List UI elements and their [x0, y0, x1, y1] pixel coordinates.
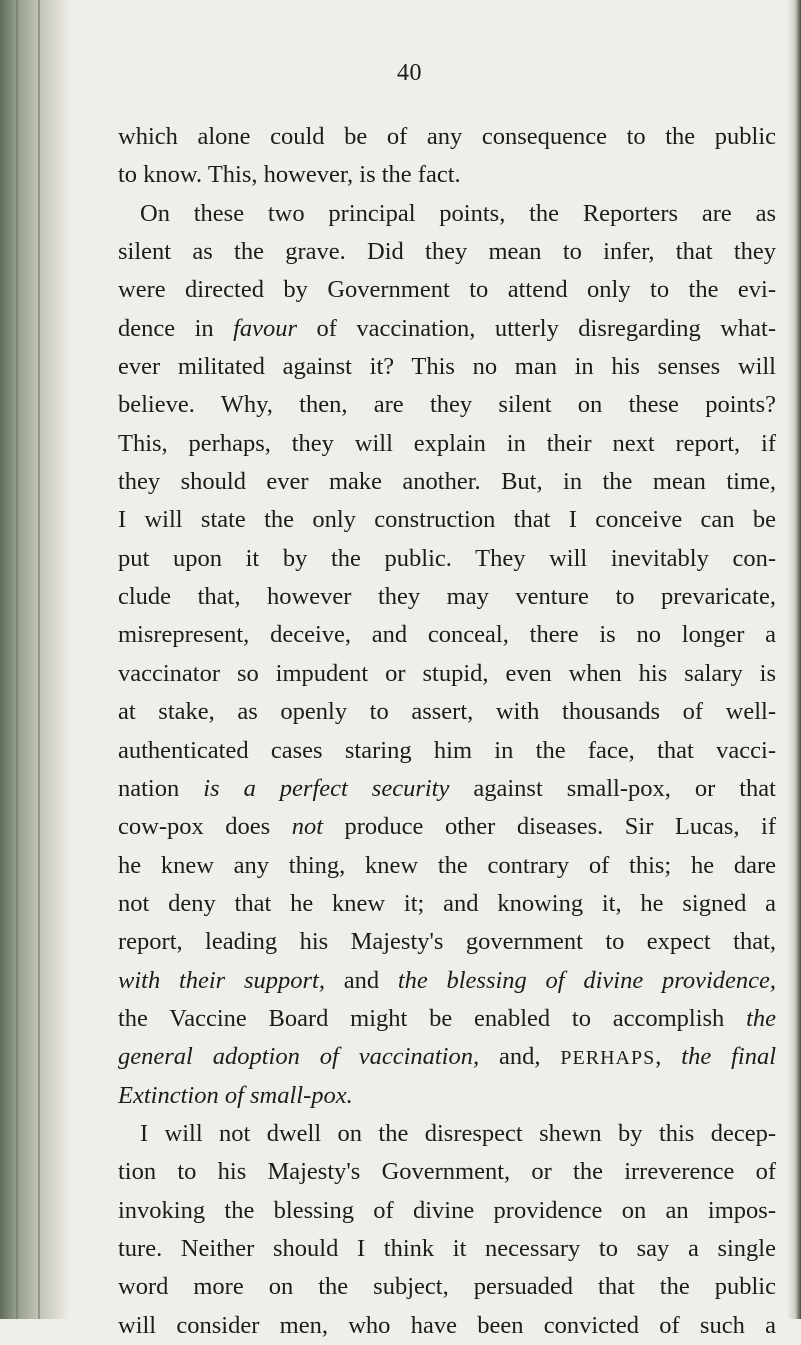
text-line: cow-pox does not produce other diseases. Sir Lucas, if [118, 813, 776, 841]
text-line: silent as the grave. Did they mean to infer, that they [118, 238, 776, 266]
small-caps-emphasis: PERHAPS [560, 1047, 656, 1070]
emphasis: the [746, 1004, 776, 1032]
text-line: will consider men, who have been convicted of such a [118, 1311, 776, 1339]
emphasis: not [291, 813, 323, 841]
text-line: ture. Neither should I think it necessary to say a single [118, 1234, 776, 1262]
text-line: to know. This, however, is the fact. [118, 161, 461, 189]
emphasis: favour [233, 314, 298, 342]
text-line [118, 1077, 776, 1115]
text-line: were directed by Government to attend only to the evi- [118, 276, 776, 304]
text-line: put upon it by the public. They will inevitably con- [118, 544, 776, 572]
text-line: which alone could be of any consequence to the public [118, 123, 776, 150]
text-line: This, perhaps, they will explain in their next report, if [118, 429, 776, 457]
text-line: On these two principal points, the Reporters are as [140, 199, 776, 227]
emphasis: Extinction of small-pox. [118, 1081, 353, 1109]
text-line: believe. Why, then, are they silent on these points? [118, 391, 776, 419]
text-line: authenticated cases staring him in the face, that vacci- [118, 736, 776, 764]
page-number: 40 [397, 60, 422, 86]
text-line: invoking the blessing of divine providence on an impos- [118, 1196, 776, 1224]
emphasis: the final [681, 1043, 777, 1071]
text-line: dence in favour of vaccination, utterly disregarding what- [118, 314, 776, 342]
text-line: I will state the only construction that I conceive can be [118, 506, 776, 534]
text-line: nation is a perfect security against small-pox, or that [118, 774, 776, 802]
text-line: misrepresent, deceive, and conceal, there is no longer a [118, 621, 776, 649]
text-line: the Vaccine Board might be enabled to accomplish the [118, 1004, 776, 1032]
page-edge-shadow [787, 0, 801, 1319]
text-line: at stake, as openly to assert, with thousands of well- [118, 698, 776, 726]
text-line: tion to his Majesty's Government, or the irreverence of [118, 1158, 776, 1186]
text-line: with their support, and the blessing of divine providence, [118, 966, 777, 994]
gutter-rule [16, 0, 18, 1319]
emphasis: the blessing of divine providence, [397, 966, 777, 994]
text-line: not deny that he knew it; and knowing it, he signed a [118, 889, 776, 917]
text-line: vaccinator so impudent or stupid, even when his salary is [118, 659, 776, 687]
text-line: report, leading his Majesty's government to expect that, [118, 928, 776, 956]
body-text [118, 118, 776, 1345]
emphasis: is a perfect security [203, 774, 450, 802]
text-line: clude that, however they may venture to prevaricate, [118, 583, 776, 611]
binding-gutter [0, 0, 70, 1319]
text-line: I will not dwell on the disrespect shewn by this decep- [140, 1119, 776, 1147]
text-line: general adoption of vaccination, and, PERHAPS, the final [118, 1043, 777, 1071]
text-line: ever militated against it? This no man in his senses will [118, 353, 776, 381]
emphasis: with their support, [118, 966, 325, 994]
gutter-rule [38, 0, 40, 1319]
text-line: he knew any thing, knew the contrary of this; he dare [118, 851, 776, 879]
text-line: they should ever make another. But, in the mean time, [118, 468, 776, 496]
emphasis: general adoption of vaccination, [118, 1043, 480, 1071]
text-line: word more on the subject, persuaded that the public [118, 1273, 776, 1301]
